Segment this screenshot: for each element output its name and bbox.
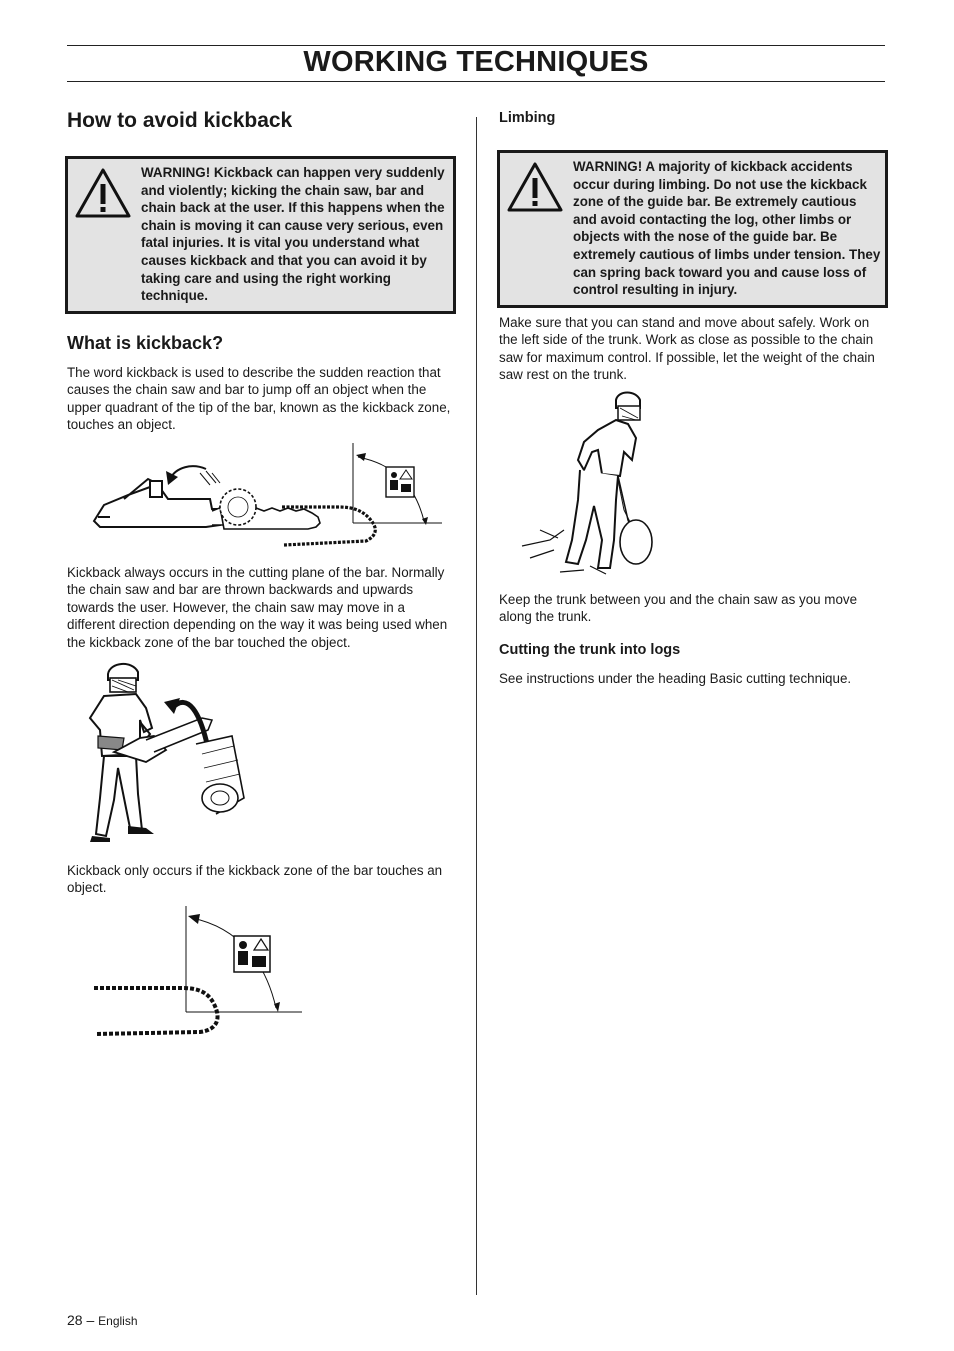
paragraph-limbing-position: Make sure that you can stand and move about safely. Work on the left side of the trunk. Work as close as possible to the chain saw for maximum control. If possible, let the weight of the chain saw rest on the trunk. xyxy=(499,315,875,383)
warning-triangle-icon xyxy=(74,167,132,219)
limbing-operator-illustration xyxy=(520,390,660,580)
warning-box-limbing xyxy=(497,150,888,308)
chainsaw-kickback-zone-illustration xyxy=(88,443,448,551)
header-bottom-rule xyxy=(67,81,885,82)
page-title: WORKING TECHNIQUES xyxy=(303,46,649,78)
page-footer xyxy=(67,1312,138,1328)
page-number: 28 xyxy=(67,1312,83,1328)
section-heading-limbing: Limbing xyxy=(499,110,556,126)
paragraph-kickback-definition: The word kickback is used to describe the sudden reaction that causes the chain saw and bar to jump off an object when the upper quadrant of the tip of the bar, known as the kickback zone, touches an object. xyxy=(67,365,451,433)
page-number-separator: – xyxy=(86,1312,95,1328)
subheading-cutting-trunk: Cutting the trunk into logs xyxy=(499,642,681,658)
operator-kickback-illustration xyxy=(84,658,250,852)
paragraph-kickback-zone-only: Kickback only occurs if the kickback zone of the bar touches an object. xyxy=(67,863,443,896)
subheading-what-is-kickback: What is kickback? xyxy=(67,333,224,353)
paragraph-keep-trunk-between: Keep the trunk between you and the chain saw as you move along the trunk. xyxy=(499,592,858,625)
bar-tip-kickback-zone-illustration xyxy=(90,904,306,1044)
footer-language: English xyxy=(98,1314,138,1328)
warning-text-kickback: WARNING! Kickback can happen very suddenly and violently; kicking the chain saw, bar and chain back at the user. If this happens when the chain is moving it can cause very serious, even fatal injuries. It is vital you understand what causes kickback and that you can avoid it by taking care and using the right working technique. xyxy=(141,165,445,304)
warning-box-kickback xyxy=(65,156,456,314)
warning-text-limbing: WARNING! A majority of kickback accidents occur during limbing. Do not use the kickback zone of the guide bar. Be extremely cautious and avoid contacting the log, other limbs or objects with the nose of the guide bar. Be extremely cautious of limbs under tension. They can spring back toward you and cause loss of control resulting in injury. xyxy=(573,159,881,298)
warning-triangle-icon xyxy=(506,161,564,213)
paragraph-kickback-direction: Kickback always occurs in the cutting plane of the bar. Normally the chain saw and bar are thrown backwards and upwards towards the user. However, the chain saw may move in a different direction depending on the way it was being used when the kickback zone of the bar touched the object. xyxy=(67,565,448,650)
column-divider xyxy=(476,117,477,1295)
paragraph-see-instructions: See instructions under the heading Basic cutting technique. xyxy=(499,671,852,686)
section-heading-kickback: How to avoid kickback xyxy=(67,109,293,132)
